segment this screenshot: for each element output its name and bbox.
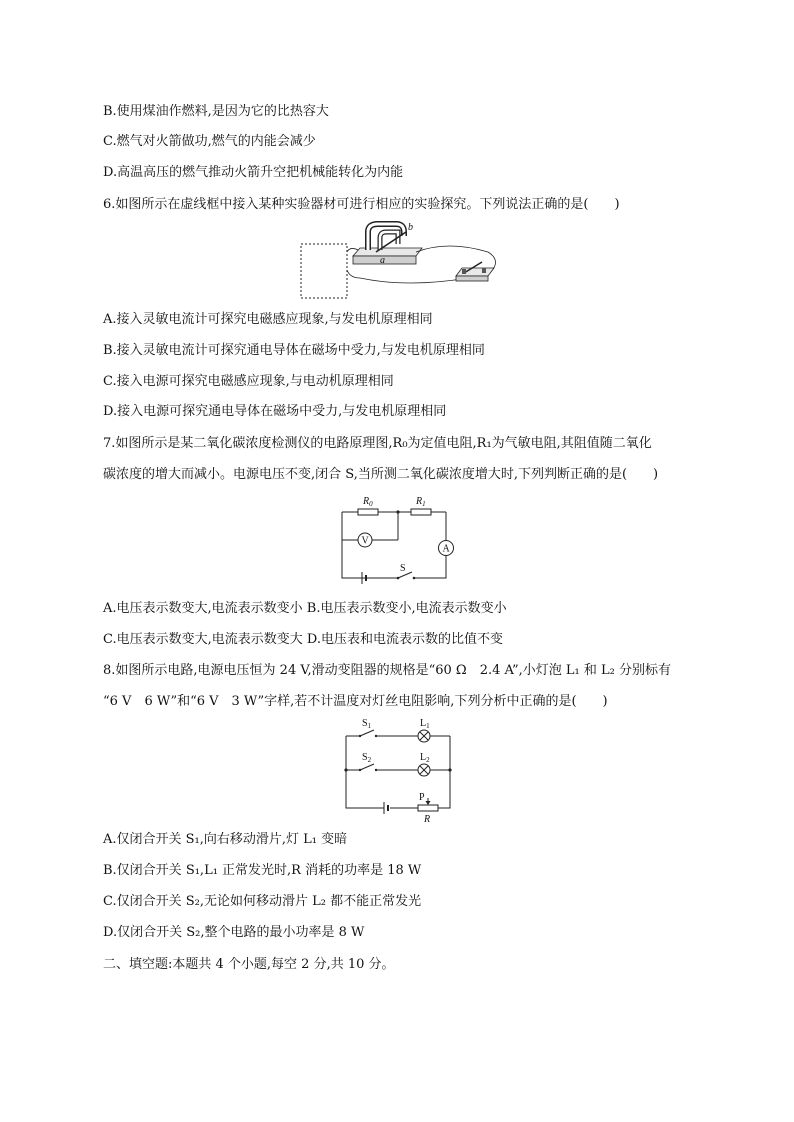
option-5d: D.高温高压的燃气推动火箭升空把机械能转化为内能 (103, 165, 404, 180)
question-6: 6.如图所示在虚线框中接入某种实验器材可进行相应的实验探究。下列说法正确的是( ) (103, 197, 620, 212)
lamp-l1 (418, 730, 430, 742)
switch-base (456, 268, 494, 276)
figure-6-apparatus (298, 218, 510, 302)
l1-label: $L_1$ (420, 718, 430, 730)
rheostat-label: R (424, 814, 431, 824)
option-6b: B.接入灵敏电流计可探究通电导体在磁场中受力,与发电机原理相同 (103, 343, 485, 358)
rheostat-r (418, 805, 438, 811)
r1-label: $R_1$ (416, 496, 426, 508)
option-5b: B.使用煤油作燃料,是因为它的比热容大 (103, 104, 329, 119)
option-6d: D.接入电源可探究通电导体在磁场中受力,与发电机原理相同 (103, 404, 447, 419)
r0-label: $R_0$ (363, 496, 373, 508)
junction-dot (396, 510, 399, 513)
option-5c: C.燃气对火箭做功,燃气的内能会减少 (103, 134, 316, 149)
label-a: a (380, 255, 385, 266)
switch-s2 (360, 764, 374, 770)
options-7cd: C.电压表示数变大,电流表示数变大 D.电压表和电流表示数的比值不变 (103, 632, 503, 647)
magnet-base (353, 248, 422, 256)
resistor-r1 (411, 509, 431, 515)
dashed-box (301, 244, 347, 298)
option-8a: A.仅闭合开关 S₁,向右移动滑片,灯 L₁ 变暗 (103, 832, 348, 847)
voltmeter-label: V (361, 535, 369, 547)
option-6a: A.接入灵敏电流计可探究电磁感应现象,与发电机原理相同 (103, 312, 433, 327)
s1-label: $S_1$ (362, 718, 372, 730)
option-8d: D.仅闭合开关 S₂,整个电路的最小功率是 8 W (103, 925, 365, 940)
s2-label: $S_2$ (362, 752, 372, 764)
question-7-line-2: 碳浓度的增大而减小。电源电压不变,闭合 S,当所测二氧化碳浓度增大时,下列判断正确的是( ) (103, 467, 659, 482)
question-7-line-1: 7.如图所示是某二氧化碳浓度检测仪的电路原理图,R₀为定值电阻,R₁为气敏电阻,其阻值随二氧化 (103, 436, 652, 451)
option-8c: C.仅闭合开关 S₂,无论如何移动滑片 L₂ 都不能正常发光 (103, 894, 422, 909)
question-8-line-2: “6 V 6 W”和“6 V 3 W”字样,若不计温度对灯丝电阻影响,下列分析中正确的是( ) (103, 694, 608, 709)
resistor-r0 (358, 509, 378, 515)
lamp-l2 (418, 764, 430, 776)
question-8-line-1: 8.如图所示电路,电源电压恒为 24 V,滑动变阻器的规格是“60 Ω 2.4 A”,小灯泡 L₁ 和 L₂ 分别标有 (103, 663, 671, 678)
figure-8-circuit (340, 716, 458, 824)
ammeter-label: A (442, 543, 450, 555)
options-7ab: A.电压表示数变大,电流表示数变小 B.电压表示数变小,电流表示数变小 (103, 601, 507, 616)
l2-label: $L_2$ (420, 752, 430, 764)
option-8b: B.仅闭合开关 S₁,L₁ 正常发光时,R 消耗的功率是 18 W (103, 863, 422, 878)
option-6c: C.接入电源可探究电磁感应现象,与电动机原理相同 (103, 374, 394, 389)
slider-label: P (419, 792, 425, 803)
switch-s1 (360, 730, 374, 736)
section-2-heading: 二、填空题:本题共 4 个小题,每空 2 分,共 10 分。 (103, 957, 395, 972)
label-b: b (408, 222, 413, 233)
figure-7-circuit (336, 492, 462, 584)
switch-label: S (400, 563, 406, 574)
